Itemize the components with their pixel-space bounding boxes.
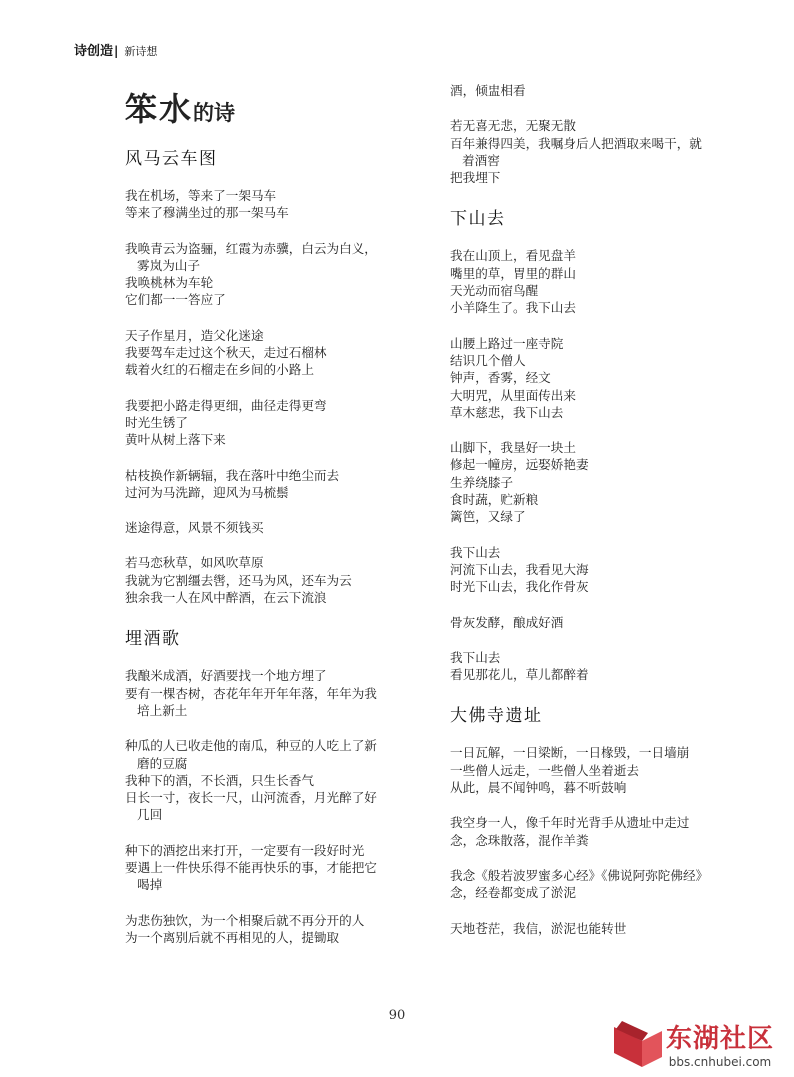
right-poems	[450, 204, 710, 936]
poem-line: 一日瓦解，一日梁断，一日椽毁，一日墙崩	[450, 745, 690, 761]
watermark	[612, 1018, 774, 1069]
poem-line: 一些僧人远走，一些僧人坐着逝去	[450, 762, 639, 778]
poem-line: 为悲伤独饮，为一个相聚后就不再分开的人	[125, 912, 365, 928]
poem-line: 生养绕膝子	[450, 474, 513, 490]
author-name: 笨水	[125, 90, 194, 128]
section-name: 诗创造	[74, 44, 114, 59]
poem-line: 我空身一人，像千年时光背手从遗址中走过	[450, 815, 690, 831]
stanza	[450, 920, 710, 937]
continuation-stanzas	[450, 82, 710, 186]
poem-line: 河流下山去，我看见大海	[450, 561, 589, 577]
poem-line: 我下山去	[450, 544, 501, 560]
poem-line: 种瓜的人已收走他的南瓜，种豆的人吃上了新磨的豆腐	[125, 738, 377, 771]
poem-line: 枯枝换作新辆辐，我在落叶中绝尘而去	[125, 467, 340, 483]
poem-line: 迷途得意，风景不须钱买	[125, 520, 264, 536]
stanza	[450, 744, 710, 796]
stanza	[125, 554, 385, 606]
running-header	[74, 40, 157, 59]
poem-line: 若马恋秋草，如风吹草原	[125, 555, 264, 571]
stanza	[125, 912, 385, 947]
stanza	[450, 649, 710, 684]
poem-line: 篱笆，又绿了	[450, 509, 526, 525]
poem-line: 我在山顶上，看见盘羊	[450, 248, 576, 264]
stanza	[125, 187, 385, 222]
poem-line: 我就为它割缰去辔，还马为风，还车为云	[125, 572, 352, 588]
stanza	[125, 737, 385, 823]
stanza	[125, 240, 385, 309]
poem-line: 把我埋下	[450, 170, 501, 186]
page-number: 90	[388, 1008, 406, 1023]
poem-line: 我下山去	[450, 649, 501, 665]
poem-line: 百年兼得四美，我嘱身后人把酒取来喝干，就着酒窖	[450, 135, 702, 168]
title-suffix: 的诗	[193, 100, 236, 125]
poem	[125, 144, 385, 606]
poem-line: 小羊降生了。我下山去	[450, 300, 576, 316]
poem-line: 骨灰发酵，酿成好酒	[450, 614, 564, 630]
poem-line: 要有一棵杏树，杏花年年开年年落，年年为我培上新土	[125, 685, 377, 718]
poem-line: 独余我一人在风中醉酒，在云下流浪	[125, 590, 327, 606]
dongfang-logo-icon	[612, 1019, 664, 1069]
watermark-text: 东湖社区	[665, 1024, 774, 1054]
stanza	[125, 842, 385, 894]
poem-line: 山腰上路过一座寺院	[450, 335, 564, 351]
poem-line: 天地苍茫，我信，淤泥也能转世	[450, 920, 627, 936]
poem-line: 结识几个僧人	[450, 352, 526, 368]
subsection-name: 新诗想	[124, 45, 158, 58]
poem-line: 天光动而宿鸟醒	[450, 283, 539, 299]
poem-line: 念，经卷都变成了淤泥	[450, 885, 576, 901]
poem-line: 它们都一一答应了	[125, 292, 226, 308]
stanza	[450, 117, 710, 186]
poem-line: 时光下山去，我化作骨灰	[450, 579, 589, 595]
stanza	[125, 467, 385, 502]
poem	[450, 701, 710, 936]
page-title	[125, 84, 385, 130]
poem-line: 黄叶从树上落下来	[125, 432, 226, 448]
stanza	[450, 814, 710, 849]
poem-line: 念，念珠散落，混作羊粪	[450, 832, 589, 848]
poem-line: 草木慈悲，我下山去	[450, 404, 564, 420]
right-column	[450, 82, 710, 955]
poem-line: 我念《般若波罗蜜多心经》《佛说阿弥陀佛经》	[450, 867, 709, 883]
poem-line: 修起一幢房，远娶娇艳妻	[450, 457, 589, 473]
stanza	[125, 327, 385, 379]
stanza	[125, 397, 385, 449]
poem-line: 天子作星月，造父化迷途	[125, 327, 264, 343]
poem-line: 食时蔬，贮新粮	[450, 492, 539, 508]
poem-line: 我酿米成酒，好酒要找一个地方埋了	[125, 668, 327, 684]
poem-line: 过河为马洗蹄，迎风为马梳鬃	[125, 484, 289, 500]
poem-line: 载着火红的石榴走在乡间的小路上	[125, 362, 314, 378]
stanza	[450, 544, 710, 596]
stanza	[125, 519, 385, 536]
watermark-url: bbs.cnhubei.com	[668, 1055, 772, 1069]
poem-title: 下山去	[450, 209, 506, 230]
poem-line: 嘴里的草，胃里的群山	[450, 265, 576, 281]
stanza	[450, 335, 710, 421]
poem-line: 日长一寸，夜长一尺，山河流香，月光醉了好几回	[125, 790, 377, 823]
stanza	[450, 439, 710, 525]
poem-line: 我唤桃林为车轮	[125, 275, 214, 291]
poem-line: 酒，倾盅相看	[450, 83, 526, 98]
header-divider: |	[114, 44, 119, 58]
poem-line: 我唤青云为盗骊，红霞为赤骥，白云为白义，雾岚为山子	[125, 240, 377, 273]
poem-line: 从此，晨不闻钟鸣，暮不听鼓响	[450, 780, 627, 796]
poem-line: 为一个离别后就不再相见的人，提锄取	[125, 929, 340, 945]
poem-title: 风马云车图	[125, 149, 218, 169]
poem	[450, 204, 710, 683]
poem-title: 埋酒歌	[125, 629, 181, 650]
stanza	[125, 667, 385, 719]
poem-title: 大佛寺遗址	[450, 706, 543, 727]
poem-line: 大明咒，从里面传出来	[450, 387, 576, 403]
poem-line: 我要把小路走得更细，曲径走得更弯	[125, 397, 327, 413]
stanza	[450, 867, 710, 902]
poem-line: 时光生锈了	[125, 414, 188, 430]
poem-line: 看见那花儿，草儿都醉着	[450, 667, 589, 683]
stanza	[450, 614, 710, 631]
stanza	[450, 82, 710, 99]
poem-line: 山脚下，我垦好一块土	[450, 440, 576, 456]
poem-line: 等来了穆满坐过的那一架马车	[125, 205, 289, 221]
left-poems	[125, 144, 385, 946]
poem-line: 钟声，香雾，经文	[450, 370, 551, 386]
poem-line: 我种下的酒，不长酒，只生长香气	[125, 772, 314, 788]
poem-line: 我在机场，等来了一架马车	[125, 188, 277, 203]
poem-line: 若无喜无悲，无聚无散	[450, 118, 576, 134]
poem-line: 种下的酒挖出来打开，一定要有一段好时光	[125, 842, 365, 858]
poem	[125, 624, 385, 946]
poem-line: 我要驾车走过这个秋天，走过石榴林	[125, 345, 327, 361]
poem-line: 要遇上一件快乐得不能再快乐的事，才能把它喝掉	[125, 860, 377, 893]
left-column	[125, 76, 385, 964]
stanza	[450, 247, 710, 316]
